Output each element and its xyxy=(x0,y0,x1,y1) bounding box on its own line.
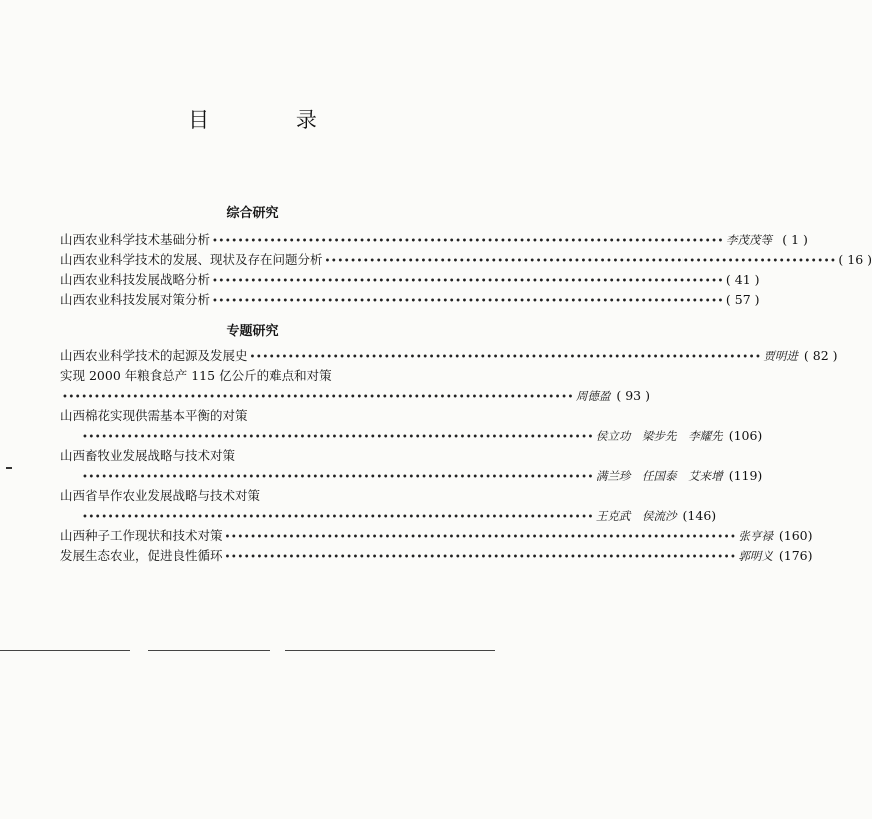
section-heading-special-topics: 专题研究 xyxy=(226,324,279,339)
entry-page: ( 41 ) xyxy=(725,272,760,287)
scan-rule-right xyxy=(285,650,495,651)
toc-entry-detail-line[interactable] xyxy=(60,466,763,486)
entry-title: 山西省旱作农业发展战略与技术对策 xyxy=(60,488,261,503)
leader-dots xyxy=(210,232,726,252)
entry-author: 满兰珍 任国泰 艾来增 xyxy=(595,469,723,483)
toc-entry[interactable] xyxy=(60,526,813,546)
leader-dots xyxy=(210,272,726,292)
leader-dots xyxy=(210,292,726,312)
toc-entry-title-line[interactable] xyxy=(60,486,397,506)
entry-author: 李茂茂等 xyxy=(725,233,772,247)
entry-title: 山西棉花实现供需基本平衡的对策 xyxy=(60,408,248,423)
toc-entry[interactable] xyxy=(60,230,808,250)
entry-page: (176) xyxy=(778,548,813,563)
toc-entry[interactable] xyxy=(60,250,872,270)
scan-speck xyxy=(6,467,12,469)
leader-dots xyxy=(248,348,764,368)
entry-author: 张亨禄 xyxy=(738,529,773,543)
entry-page: (119) xyxy=(728,468,763,483)
leader-dots xyxy=(223,548,739,568)
entry-title: 山西农业科技发展对策分析 xyxy=(60,292,211,307)
entry-author: 郭明义 xyxy=(738,549,773,563)
entry-page: ( 82 ) xyxy=(803,348,838,363)
page-title: 目 录 xyxy=(188,108,357,132)
entry-page: (146) xyxy=(682,508,717,523)
toc-entry[interactable] xyxy=(60,270,760,290)
entry-title: 山西农业科学技术的发展、现状及存在问题分析 xyxy=(60,252,323,267)
entry-title: 山西农业科技发展战略分析 xyxy=(60,272,211,287)
entry-page: ( 57 ) xyxy=(725,292,760,307)
entry-title: 山西农业科学技术的起源及发展史 xyxy=(60,348,248,363)
leader-dots xyxy=(60,388,576,408)
leader-dots xyxy=(60,428,596,448)
leader-dots xyxy=(323,252,839,272)
entry-page: ( 1 ) xyxy=(782,232,808,247)
entry-author: 侯立功 梁步先 李耀先 xyxy=(595,429,723,443)
toc-entry-detail-line[interactable] xyxy=(60,386,650,406)
toc-entry[interactable] xyxy=(60,290,760,310)
leader-dots xyxy=(60,468,596,488)
entry-page: ( 16 ) xyxy=(838,252,872,267)
entry-author: 周德盈 xyxy=(575,389,611,403)
entry-page: ( 93 ) xyxy=(616,388,650,403)
section-heading-comprehensive: 综合研究 xyxy=(226,206,279,221)
toc-entry-title-line[interactable] xyxy=(60,406,397,426)
entry-title: 实现 2000 年粮食总产 115 亿公斤的难点和对策 xyxy=(60,368,332,383)
toc-section-comprehensive xyxy=(60,230,872,310)
scan-rule-middle xyxy=(148,650,270,651)
scan-rule-left xyxy=(0,650,130,651)
toc-section-special-topics xyxy=(60,346,838,566)
toc-entry[interactable] xyxy=(60,546,813,566)
leader-dots xyxy=(223,528,739,548)
toc-entry[interactable] xyxy=(60,346,838,366)
entry-title: 山西农业科学技术基础分析 xyxy=(60,232,211,247)
toc-entry-title-line[interactable] xyxy=(60,446,397,466)
entry-page: (106) xyxy=(728,428,763,443)
entry-page: (160) xyxy=(778,528,813,543)
toc-entry-title-line[interactable] xyxy=(60,366,397,386)
entry-title: 发展生态农业，促进良性循环 xyxy=(60,548,223,563)
toc-entry-detail-line[interactable] xyxy=(60,506,717,526)
entry-title: 山西种子工作现状和技术对策 xyxy=(60,528,223,543)
entry-title: 山西畜牧业发展战略与技术对策 xyxy=(60,448,236,463)
leader-dots xyxy=(60,508,596,528)
entry-author: 王克武 侯流沙 xyxy=(595,509,677,523)
toc-entry-detail-line[interactable] xyxy=(60,426,763,446)
entry-author: 贾明进 xyxy=(763,349,798,363)
